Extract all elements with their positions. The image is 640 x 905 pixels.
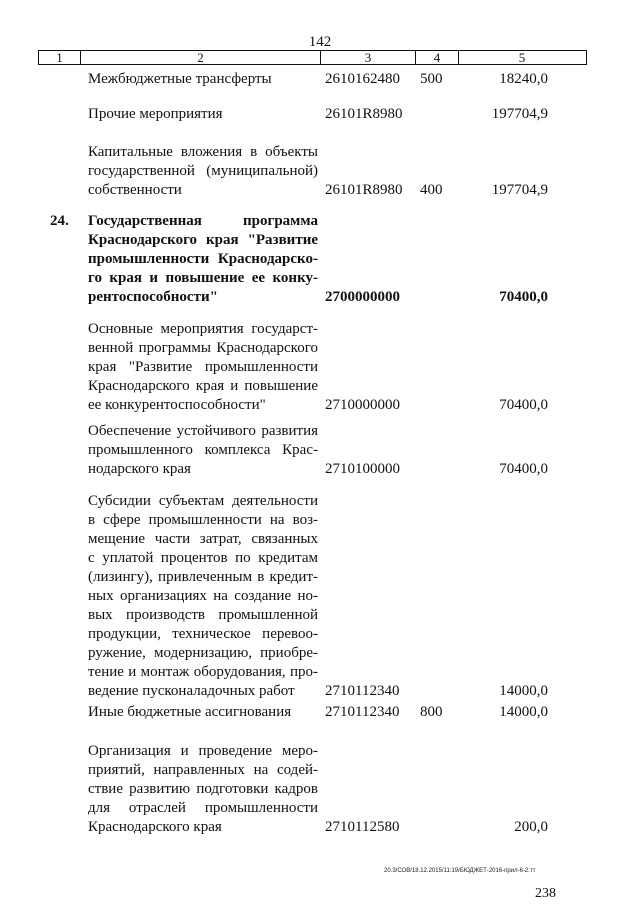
description-line: мещение части затрат, связанных bbox=[88, 531, 318, 547]
row-description bbox=[88, 492, 318, 701]
row-amount: 197704,9 bbox=[491, 182, 548, 198]
description-line: Организация и проведение меро- bbox=[88, 743, 318, 759]
header-col-1: 1 bbox=[56, 50, 63, 65]
description-line: края "Развитие промышленности bbox=[88, 359, 318, 375]
description-line: тение и монтаж оборудования, про- bbox=[88, 664, 318, 680]
row-amount: 70400,0 bbox=[499, 289, 548, 305]
row-code: 2710112340 bbox=[325, 683, 400, 699]
row-description bbox=[88, 143, 318, 200]
description-line: приятий, направленных на содей- bbox=[88, 762, 318, 778]
row-description bbox=[88, 70, 318, 89]
row-description bbox=[88, 703, 318, 722]
description-line: ружение, модернизацию, приобре- bbox=[88, 645, 318, 661]
description-line: (лизингу), привлеченным в кредит- bbox=[88, 569, 318, 585]
description-line: нодарского края bbox=[88, 461, 191, 477]
description-line: Краснодарского края "Развитие bbox=[88, 232, 318, 248]
row-amount: 70400,0 bbox=[499, 461, 548, 477]
description-line: Капитальные вложения в объекты bbox=[88, 144, 318, 160]
page-number: 142 bbox=[308, 34, 332, 50]
row-number: 24. bbox=[50, 213, 69, 229]
description-line: Государственная программа bbox=[88, 213, 318, 229]
description-line: продукции, техническое перевоо- bbox=[88, 626, 318, 642]
footer-note: 20.3/СОВ/18.12.2015/11:19/БЮДЖЕТ-2016-прил-6-2.тт bbox=[384, 868, 536, 874]
description-line: рентоспособности" bbox=[88, 289, 218, 305]
description-line: вых производств промышленной bbox=[88, 607, 318, 623]
row-amount: 18240,0 bbox=[499, 71, 548, 87]
row-code: 2610162480 bbox=[325, 71, 400, 87]
description-line: собственности bbox=[88, 182, 182, 198]
row-expense-type: 800 bbox=[420, 704, 443, 720]
description-line: ствие развитию подготовки кадров bbox=[88, 781, 318, 797]
row-description bbox=[88, 212, 318, 307]
description-line: государственной (муниципальной) bbox=[88, 163, 318, 179]
description-line: Краснодарского края и повышение bbox=[88, 378, 318, 394]
row-amount: 14000,0 bbox=[499, 704, 548, 720]
corner-number: 238 bbox=[535, 886, 556, 901]
description-line: венной программы Краснодарского bbox=[88, 340, 318, 356]
row-amount: 200,0 bbox=[514, 819, 548, 835]
description-line: в сфере промышленности на воз- bbox=[88, 512, 318, 528]
row-expense-type: 400 bbox=[420, 182, 443, 198]
description-line: Основные мероприятия государст- bbox=[88, 321, 318, 337]
row-code: 2710100000 bbox=[325, 461, 400, 477]
row-expense-type: 500 bbox=[420, 71, 443, 87]
description-line: Субсидии субъектам деятельности bbox=[88, 493, 318, 509]
row-description bbox=[88, 105, 318, 124]
row-code: 2700000000 bbox=[325, 289, 400, 305]
row-amount: 197704,9 bbox=[491, 106, 548, 122]
row-code: 2710112580 bbox=[325, 819, 400, 835]
description-line: Прочие мероприятия bbox=[88, 106, 223, 122]
row-code: 26101R8980 bbox=[325, 182, 403, 198]
row-amount: 70400,0 bbox=[499, 397, 548, 413]
row-description bbox=[88, 742, 318, 837]
description-line: для отраслей промышленности bbox=[88, 800, 318, 816]
row-amount: 14000,0 bbox=[499, 683, 548, 699]
description-line: Межбюджетные трансферты bbox=[88, 71, 272, 87]
header-col-4: 4 bbox=[415, 51, 458, 64]
table-header bbox=[38, 50, 587, 65]
description-line: промышленного комплекса Крас- bbox=[88, 442, 318, 458]
row-description bbox=[88, 320, 318, 415]
description-line: Краснодарского края bbox=[88, 819, 222, 835]
description-line: го края и повышение ее конку- bbox=[88, 270, 318, 286]
header-col-2: 2 bbox=[80, 51, 320, 64]
row-description bbox=[88, 422, 318, 479]
description-line: ведение пусконаладочных работ bbox=[88, 683, 295, 699]
description-line: с уплатой процентов по кредитам bbox=[88, 550, 318, 566]
header-col-3: 3 bbox=[320, 51, 415, 64]
description-line: ных организациях на создание но- bbox=[88, 588, 318, 604]
row-code: 2710000000 bbox=[325, 397, 400, 413]
row-code: 2710112340 bbox=[325, 704, 400, 720]
description-line: ее конкурентоспособности" bbox=[88, 397, 266, 413]
description-line: промышленности Краснодарско- bbox=[88, 251, 318, 267]
description-line: Иные бюджетные ассигнования bbox=[88, 704, 292, 720]
header-col-5: 5 bbox=[458, 51, 585, 64]
description-line: Обеспечение устойчивого развития bbox=[88, 423, 318, 439]
row-code: 26101R8980 bbox=[325, 106, 403, 122]
